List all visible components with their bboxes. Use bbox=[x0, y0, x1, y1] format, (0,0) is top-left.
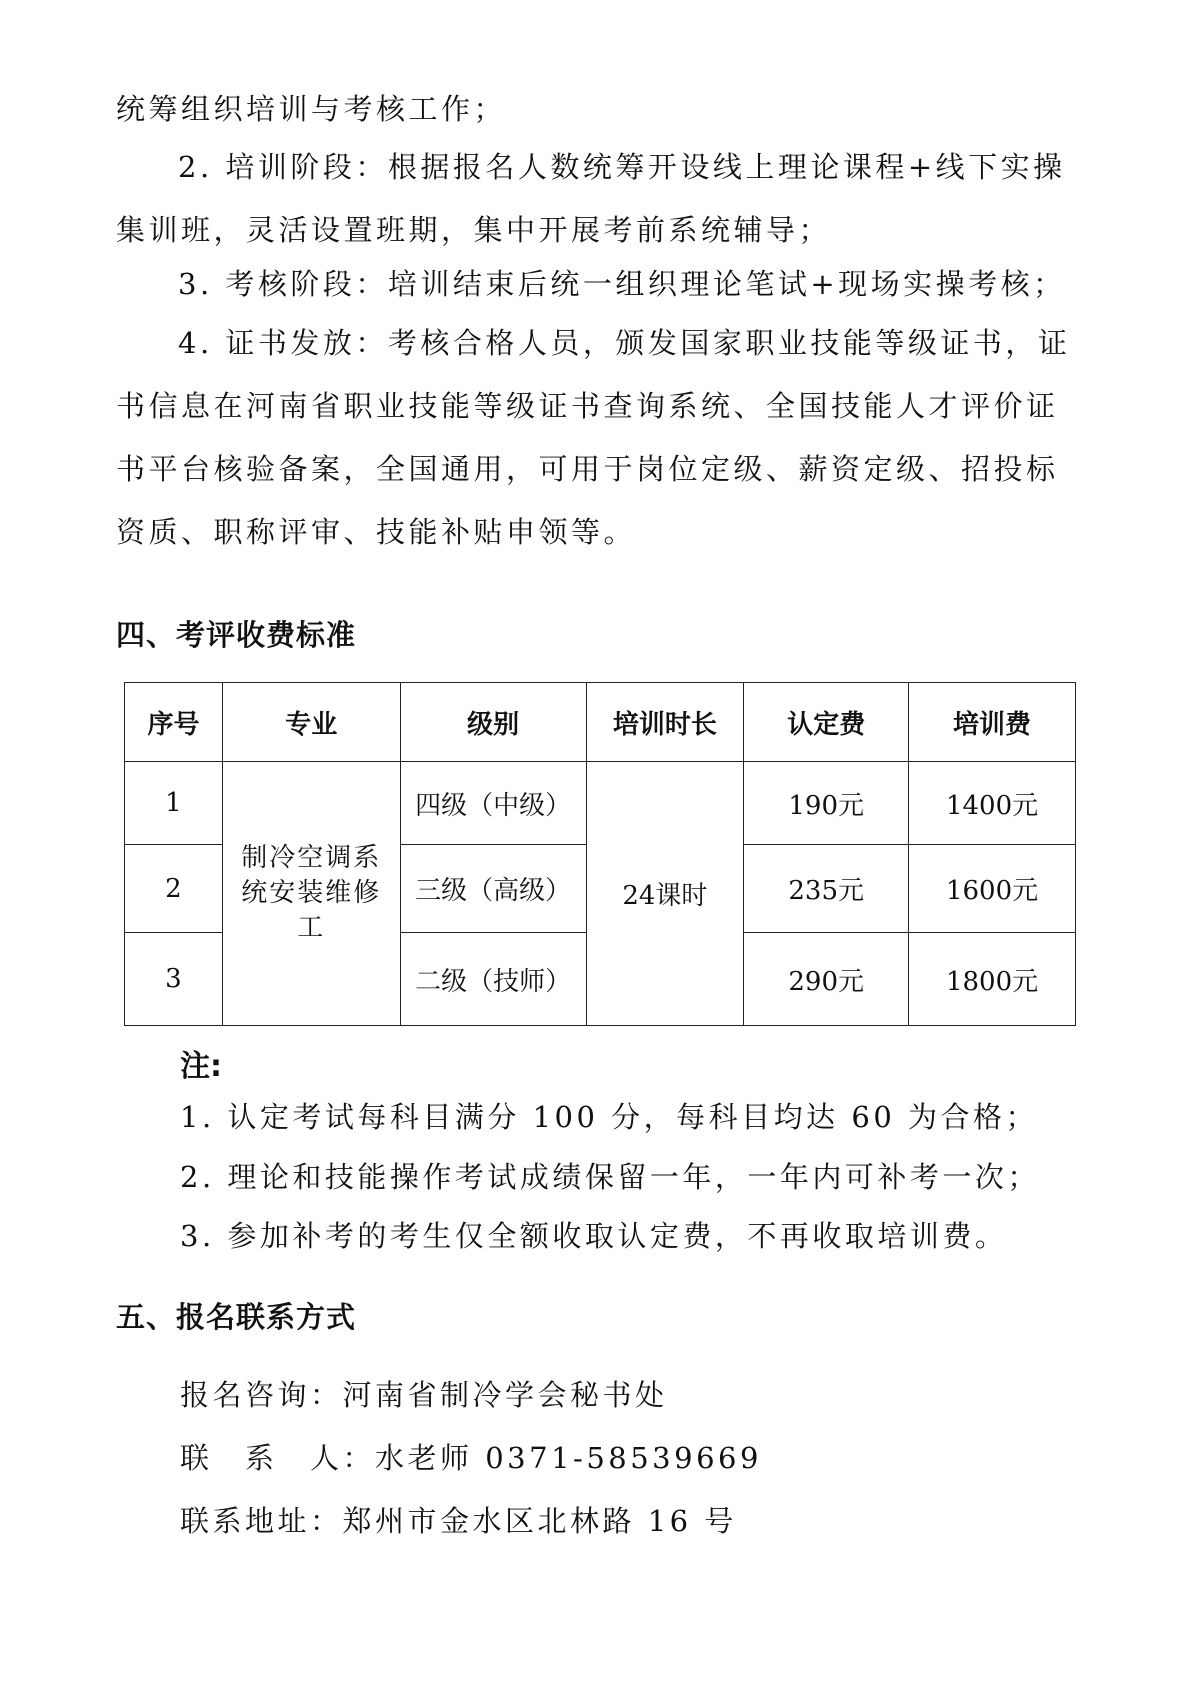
paragraph-training-stage: 2. 培训阶段：根据报名人数统筹开设线上理论课程+线下实操集训班，灵活设置班期，集中开展考前系统辅导； bbox=[116, 150, 1066, 247]
cell-major: 制冷空调系统安装维修工 bbox=[222, 762, 400, 1026]
note-label: 注: bbox=[180, 1049, 222, 1084]
paragraph-continuation: 统筹组织培训与考核工作； bbox=[116, 92, 507, 126]
section-heading-contact: 五、报名联系方式 bbox=[116, 1300, 357, 1334]
contact-person: 联 系 人：水老师 0371-58539669 bbox=[180, 1441, 762, 1475]
cell-level: 二级（技师） bbox=[400, 933, 586, 1026]
contact-consult: 报名咨询：河南省制冷学会秘书处 bbox=[180, 1378, 668, 1412]
cell-duration: 24课时 bbox=[586, 762, 744, 1026]
header-train-fee: 培训费 bbox=[909, 683, 1076, 762]
cell-level: 三级（高级） bbox=[400, 845, 586, 933]
note-item: 3. 参加补考的考生仅全额收取认定费，不再收取培训费。 bbox=[180, 1219, 1008, 1253]
cell-no: 3 bbox=[125, 933, 223, 1026]
cell-level: 四级（中级） bbox=[400, 762, 586, 845]
header-cert-fee: 认定费 bbox=[744, 683, 909, 762]
header-no: 序号 bbox=[125, 683, 223, 762]
cell-train-fee: 1600元 bbox=[909, 845, 1076, 933]
table-header-row bbox=[125, 683, 1076, 762]
paragraph-certificate-issuance: 4. 证书发放：考核合格人员，颁发国家职业技能等级证书，证书信息在河南省职业技能等级证书查询系统、全国技能人才评价证书平台核验备案，全国通用，可用于岗位定级、薪资定级、招投标资质、职称评审、技能补贴申领等。 bbox=[116, 326, 1071, 549]
section-heading-fees: 四、考评收费标准 bbox=[116, 618, 357, 652]
cell-no: 1 bbox=[125, 762, 223, 845]
cell-cert-fee: 290元 bbox=[744, 933, 909, 1026]
cell-no: 2 bbox=[125, 845, 223, 933]
cell-cert-fee: 235元 bbox=[744, 845, 909, 933]
cell-cert-fee: 190元 bbox=[744, 762, 909, 845]
header-major: 专业 bbox=[222, 683, 400, 762]
paragraph-assessment-stage: 3. 考核阶段：培训结束后统一组织理论笔试+现场实操考核； bbox=[178, 267, 1066, 301]
note-item: 2. 理论和技能操作考试成绩保留一年，一年内可补考一次； bbox=[180, 1160, 1040, 1194]
table-row bbox=[125, 762, 1076, 845]
header-level: 级别 bbox=[400, 683, 586, 762]
note-item: 1. 认定考试每科目满分 100 分，每科目均达 60 为合格； bbox=[180, 1100, 1039, 1134]
cell-train-fee: 1800元 bbox=[909, 933, 1076, 1026]
contact-address: 联系地址：郑州市金水区北林路 16 号 bbox=[180, 1504, 737, 1538]
cell-train-fee: 1400元 bbox=[909, 762, 1076, 845]
fee-table bbox=[124, 682, 1076, 1026]
header-duration: 培训时长 bbox=[586, 683, 744, 762]
